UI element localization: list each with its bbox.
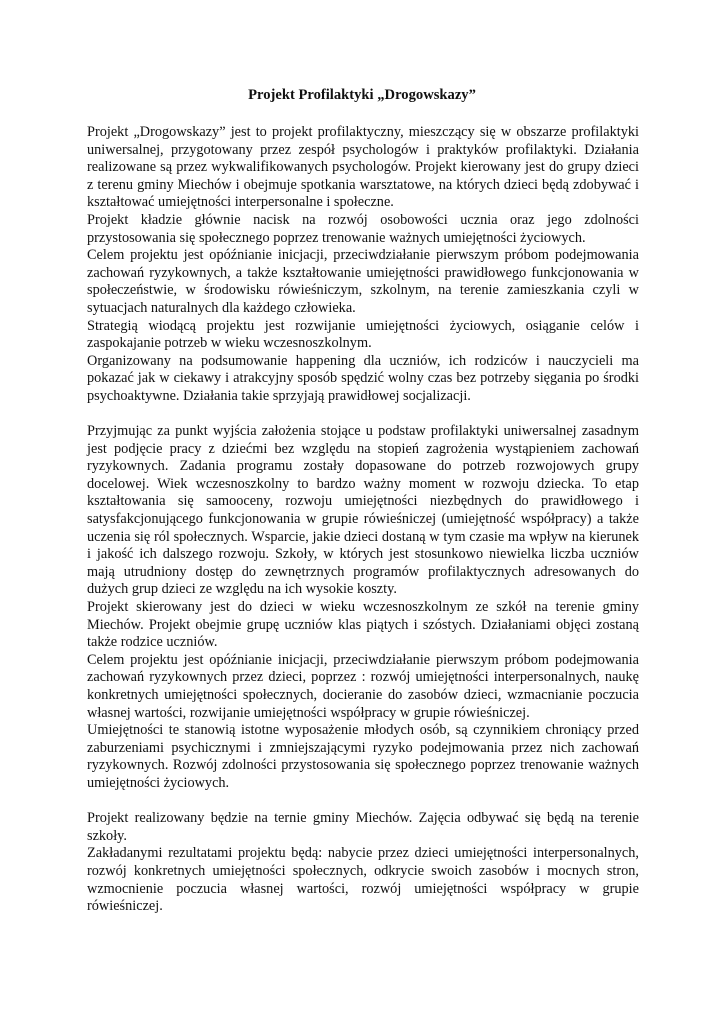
paragraph-strategy: Strategią wiodącą projektu jest rozwijanie umiejętności życiowych, osiąganie celów i zaspokajanie potrzeb w wieku wczesnoszkolnym. <box>87 317 639 352</box>
paragraph-skills: Umiejętności te stanowią istotne wyposażenie młodych osób, są czynnikiem chroniący przed zaburzeniami psychicznymi i zmniejszającymi ryzyko podejmowania przez nich zachowań ryzykownych. Rozwój zdolności przystosowania się społecznego poprzez trenowanie ważnych umiejętności życiowych. <box>87 722 639 791</box>
paragraph-rationale: Przyjmując za punkt wyjścia założenia stojące u podstaw profilaktyki uniwersalnej zasadnym jest podjęcie pracy z dziećmi bez względu na stopień zagrożenia wystąpieniem zachowań ryzykownych. Zadania programu zostały dopasowane do potrzeb rozwojowych grupy docelowej. Wiek wczesnoszkolny to bardzo ważny moment w rozwoju dziecka. To etap kształtowania się samooceny, rozwoju umiejętności niezbędnych do prawidłowego i satysfakcjonującego funkcjonowania w grupie rówieśniczej (umiejętność współpracy) a także uczenia się ról społecznych. Wsparcie, jakie dzieci dostaną w tym czasie ma wpływ na kierunek i jakość ich dalszego rozwoju. Szkoły, w których jest stosunkowo niewielka liczba uczniów mają utrudniony dostęp do zewnętrznych programów profilaktycznych adresowanych do dużych grup dzieci ze względu na ich wysokie koszty. <box>87 423 639 598</box>
paragraph-intro: Projekt „Drogowskazy” jest to projekt profilaktyczny, mieszczący się w obszarze profilaktyki uniwersalnej, przygotowany przez zespół psychologów i praktyków profilaktyki. Działania realizowane są przez wykwalifikowanych psychologów. Projekt kierowany jest do grupy dzieci z terenu gminy Miechów i obejmuje spotkania warsztatowe, na których dzieci będą zdobywać i kształtować umiejętności interpersonalne i społeczne. <box>87 124 639 211</box>
paragraph-spacer <box>87 793 639 811</box>
paragraph-results: Zakładanymi rezultatami projektu będą: nabycie przez dzieci umiejętności interpersonalnych, rozwój konkretnych umiejętności społecznych, odkrycie swoich zasobów i mocnych stron, wzmocnienie poczucia własnej wartości, rozwój umiejętności współpracy w grupie rówieśniczej. <box>87 845 639 915</box>
paragraph-happening: Organizowany na podsumowanie happening dla uczniów, ich rodziców i nauczycieli ma pokazać jak w ciekawy i atrakcyjny sposób spędzić wolny czas bez potrzeby sięgania po środki psychoaktywne. Działania takie sprzyjają prawidłowej socjalizacji. <box>87 352 639 404</box>
document-title: Projekt Profilaktyki „Drogowskazy” <box>248 87 476 103</box>
paragraph-spacer <box>87 406 639 424</box>
paragraph-location: Projekt realizowany będzie na ternie gminy Miechów. Zajęcia odbywać się będą na terenie szkoły. <box>87 810 639 844</box>
paragraph-project-goal: Celem projektu jest opóźnianie inicjacji, przeciwdziałanie pierwszym próbom podejmowania zachowań ryzykownych przez dzieci, poprzez : rozwój umiejętności interpersonalnych, naukę konkretnych umiejętności społecznych, docieranie do zasobów dzieci, wzmacnianie poczucia własnej wartości, rozwijanie umiejętności współpracy w grupie rówieśniczej. <box>87 651 639 721</box>
paragraph-target-group: Projekt skierowany jest do dzieci w wieku wczesnoszkolnym ze szkół na terenie gminy Miechów. Projekt obejmie grupę uczniów klas piątych i szóstych. Działaniami objęci zostaną także rodzice uczniów. <box>87 599 639 651</box>
document-body <box>87 124 639 916</box>
paragraph-goal: Celem projektu jest opóźnianie inicjacji, przeciwdziałanie pierwszym próbom podejmowania zachowań ryzykownych, a także kształtowanie umiejętności prawidłowego funkcjonowania w społeczeństwie, w środowisku rówieśniczym, szkolnym, na terenie zamieszkania czyli w sytuacjach naturalnych dla każdego człowieka. <box>87 247 639 316</box>
paragraph-focus: Projekt kładzie głównie nacisk na rozwój osobowości ucznia oraz jego zdolności przystosowania się społecznego poprzez trenowanie ważnych umiejętności życiowych. <box>87 211 639 246</box>
